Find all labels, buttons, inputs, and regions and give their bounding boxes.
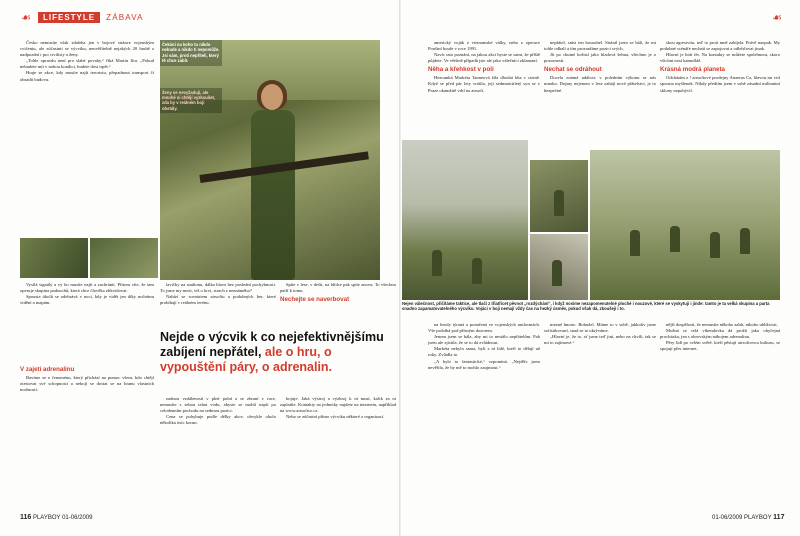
paragraph: Markéta nebyla sama, byli s ní lidé, kteří to dělají už roky. Zvládla to.	[428, 346, 540, 358]
page-number: 117	[773, 514, 785, 521]
subheading: Nechat se odráhout	[544, 66, 602, 74]
soldier-figure	[245, 80, 299, 280]
paragraph: Jít po chutné kořistí jako hladová šelma, všechno je o pozornosti.	[544, 52, 656, 64]
pull-quote-red: ale o hru, o vypouštění páry, o adrenalin.	[160, 345, 333, 374]
right-column-3	[660, 40, 780, 138]
left-column-1-section	[20, 364, 154, 510]
magazine-issue: 01-06/2009 PLAYBOY	[712, 515, 772, 521]
small-photo-soldiers-1	[20, 238, 88, 278]
paragraph: Nebo se zúčastní přímo výcviku některé z organizací.	[286, 414, 385, 420]
subsection-label: ZÁBAVA	[106, 12, 144, 22]
pull-quote-black: Nejde o výcvik k co nejefektivnějšímu zabíjení nepřátel,	[160, 330, 384, 359]
page-number: 116	[20, 514, 32, 521]
paragraph: Česko nemusíte však zdaleka jen v bojové stránce vojenským cvičeniu, ale zúčastnit se výcviku, neuvěřitelně nejakých 20 hrubě z nadpozdní i pro civilisty a ženy.	[20, 40, 154, 58]
paragraph: nepřátel, sníst ten bosoubel. Stránil jsem se báli, že mi tohle odhalí a tím prozradíme pozici svých.	[544, 40, 656, 52]
paragraph: skou agresivitu, teď to proti mně zabíjela. Právě naopak. My podobné scénáře nechatí se zapojovat a odlehčovat jinak.	[660, 40, 780, 52]
paragraph: Odcházím z ! airsoftové prodejny Anaerus Cz, hlavou mi vrtí spousta myšlenek. Nikdy předtím jsem v sobě zásadní militantní sklony nepobývil.	[660, 75, 780, 93]
paragraph: Spíte v lese, v dešti, na hlídce pak spíte znovu. To všechno patří k tomu.	[280, 282, 396, 294]
paragraph: Jenom jsem se bála, aby mi to nestálo nepřátelům. Pak jsem ale zjistila, že se to dá zvládnout.	[428, 334, 540, 346]
paragraph: Docela známá událost: v poledním výkonu se nás mnoho. Dojmy nejenom v lese zahájí nové přátelství, je to bezpečné.	[544, 75, 656, 93]
paragraph: „Tohle opravdu není pro slabé povahy,“ říká Martin Jíra. „Pokud nebudete mít v nohou kondici, budete dost trpět.“	[20, 58, 154, 70]
right-lower-column-1	[428, 322, 540, 510]
paragraph: „Hlavní je, že to, ať jsme teď jiní, nebo na chvíli, tak se mi to zajímavé.“	[544, 334, 656, 346]
subheading: Krásná modrá planeta	[660, 66, 725, 74]
paragraph: Možná se celá víkendovka dá prožít jako obyčejná procházka, jen s obrovským nábojem adrenalinu.	[660, 328, 780, 340]
paragraph: Cena se pohybuje podle délky akce, obvykle okolo několika tisíc korun.	[160, 414, 276, 426]
paragraph: mezné hmoto. Bohužel. Máme to v sobě, jakkoliv jsme sofistikovaní, snad se to ukrýváme.	[544, 322, 656, 334]
left-column-3-lower	[280, 396, 396, 510]
page-gutter	[399, 0, 401, 536]
paragraph: na brody týraná a ponořená ve vojenských uniformách. Vše probíhá pod přísným dozorem.	[428, 322, 540, 334]
left-column-1	[20, 40, 154, 236]
left-column-1-lower	[20, 282, 154, 362]
paragraph: Spousta úkolů se odehrává v noci, kdy je vidět jen díky nočnímu vidění a mapám.	[20, 294, 154, 306]
left-column-2-top	[160, 282, 276, 328]
subheading: Něha a křehkost v poli	[428, 66, 494, 74]
paragraph: americký voják z vietnamské války, nebo z operace Pouštní bouře v roce 1991.	[428, 40, 540, 52]
section-label: LIFESTYLE	[38, 12, 100, 23]
photo-soldier-road	[530, 234, 588, 300]
left-column-3-top	[280, 282, 396, 328]
paragraph: Hlavní je hrát fér. Na kontakty se můžete spolehnout, skoro všichni nosí kamufláž.	[660, 52, 780, 64]
paragraph: zadnou vzdáleností v plné polní a se zbraní v ruce, nemusíte s sebou tahat vodu, abyste se mohli napít po celodenním pochodu na sedmou pozici.	[160, 396, 276, 414]
paragraph: Bavíme se o fenoménu, který přichází na pomoc všem, kdo chtějí otestovat své schopnosti a nebojí se dostat se na hranu vlastních možností.	[20, 375, 154, 393]
paragraph: nější dospělosti, že nemusíte někoho zabít, nikoho ublížovat.	[666, 322, 778, 327]
caption-red: Ženy se nevyžadují, ale mnohé si chtějí vyzkoušet, zda by v reálném boji obstály.	[160, 88, 222, 114]
right-column-1	[428, 40, 540, 138]
right-lower-column-2	[544, 322, 656, 510]
section-header	[20, 10, 144, 24]
subheading: V zajetí adrenalinu	[20, 366, 75, 373]
paragraph: Nabízí se scenáriem airsoftu a podobných her, které probíhají v reálném terénu.	[160, 294, 276, 306]
caption-top: Čekání na koho tu nikdo nebude a nikdo ti nepomůže. Jsi sám, proti nepříteli, který tě chce zabít.	[160, 40, 222, 66]
small-photo-soldiers-2	[90, 238, 158, 278]
left-footer	[20, 514, 92, 521]
magazine-issue: PLAYBOY 01-06/2009	[32, 515, 93, 521]
paragraph: Navíc tato poznání, na jakou akci byste se sami, že příště půjdete. Ve většině případů jste ale jako válečníci zklamaní.	[428, 52, 540, 64]
playboy-bunny-icon: ☙	[21, 10, 31, 24]
paragraph: Pěry lidí po celém světě, kteří pěstují airsoftovou kulturu, se spojují přes internet.	[660, 340, 780, 352]
photo-captions	[160, 40, 222, 113]
right-lower-column-3	[660, 322, 780, 510]
pull-quote	[160, 330, 400, 375]
right-column-2	[544, 40, 656, 138]
paragraph: bojuje. Jaká výstroj a výzbroj k ní musí, kolik za ni zaplatíte. Kontakty na jednotky najdete na internetu, například na www.airsoftcz.cz.	[280, 396, 396, 414]
paragraph: Hezounká Markéta Tanneová žila dlouhá léta v cizině. Když se před pár lety vrátila, její sedmnáctiletý syn se v Praze okamžitě vrhl na airsoft.	[428, 75, 540, 93]
paragraph: „A bylo to fantastické,“ vzpomíná. „Nejdřív jsem nevěřila, že by mě to mohlo zaujmout.“	[428, 358, 540, 370]
subheading: Nechejte se naverbovat	[280, 296, 350, 304]
paragraph: lavičky na stadionu, dálka hlava bez poslední pochybnosti. To jsme my mezi, víš o krvi, strach z neznámého?	[160, 282, 276, 294]
photo-squad-field	[590, 150, 780, 300]
paragraph: Hraje se akce, kdy musíte najít teroristu, přepadnout transport či obsadit budovu.	[20, 70, 154, 82]
right-footer	[712, 514, 784, 521]
paragraph: Vysílá signály a vy ho musíte najít a zachránit. Přitom víte, že tam operuje skupina padouchů, která chce člověka zlikvidovat.	[20, 282, 154, 294]
left-column-2-lower	[160, 396, 276, 510]
right-photo-caption: Nejen válečnost, přičítáme taktice, ale tlačí z třiatřicet pěvnot „rozdýchání“, i když nosíme nezapomenutelné ploché i nouzové, které se vyskytují i jinde: tamto je ta velká skupina a parta snadno zapamatovatelného výcviku. Vojáci v boji nemají vždy čas na hezký úsměv, pokud však dá, zkoušejí i to.	[402, 301, 770, 312]
photo-soldier-crouching	[530, 160, 588, 232]
playboy-bunny-icon: ☙	[772, 10, 782, 24]
photo-armored-vehicle	[402, 140, 528, 300]
